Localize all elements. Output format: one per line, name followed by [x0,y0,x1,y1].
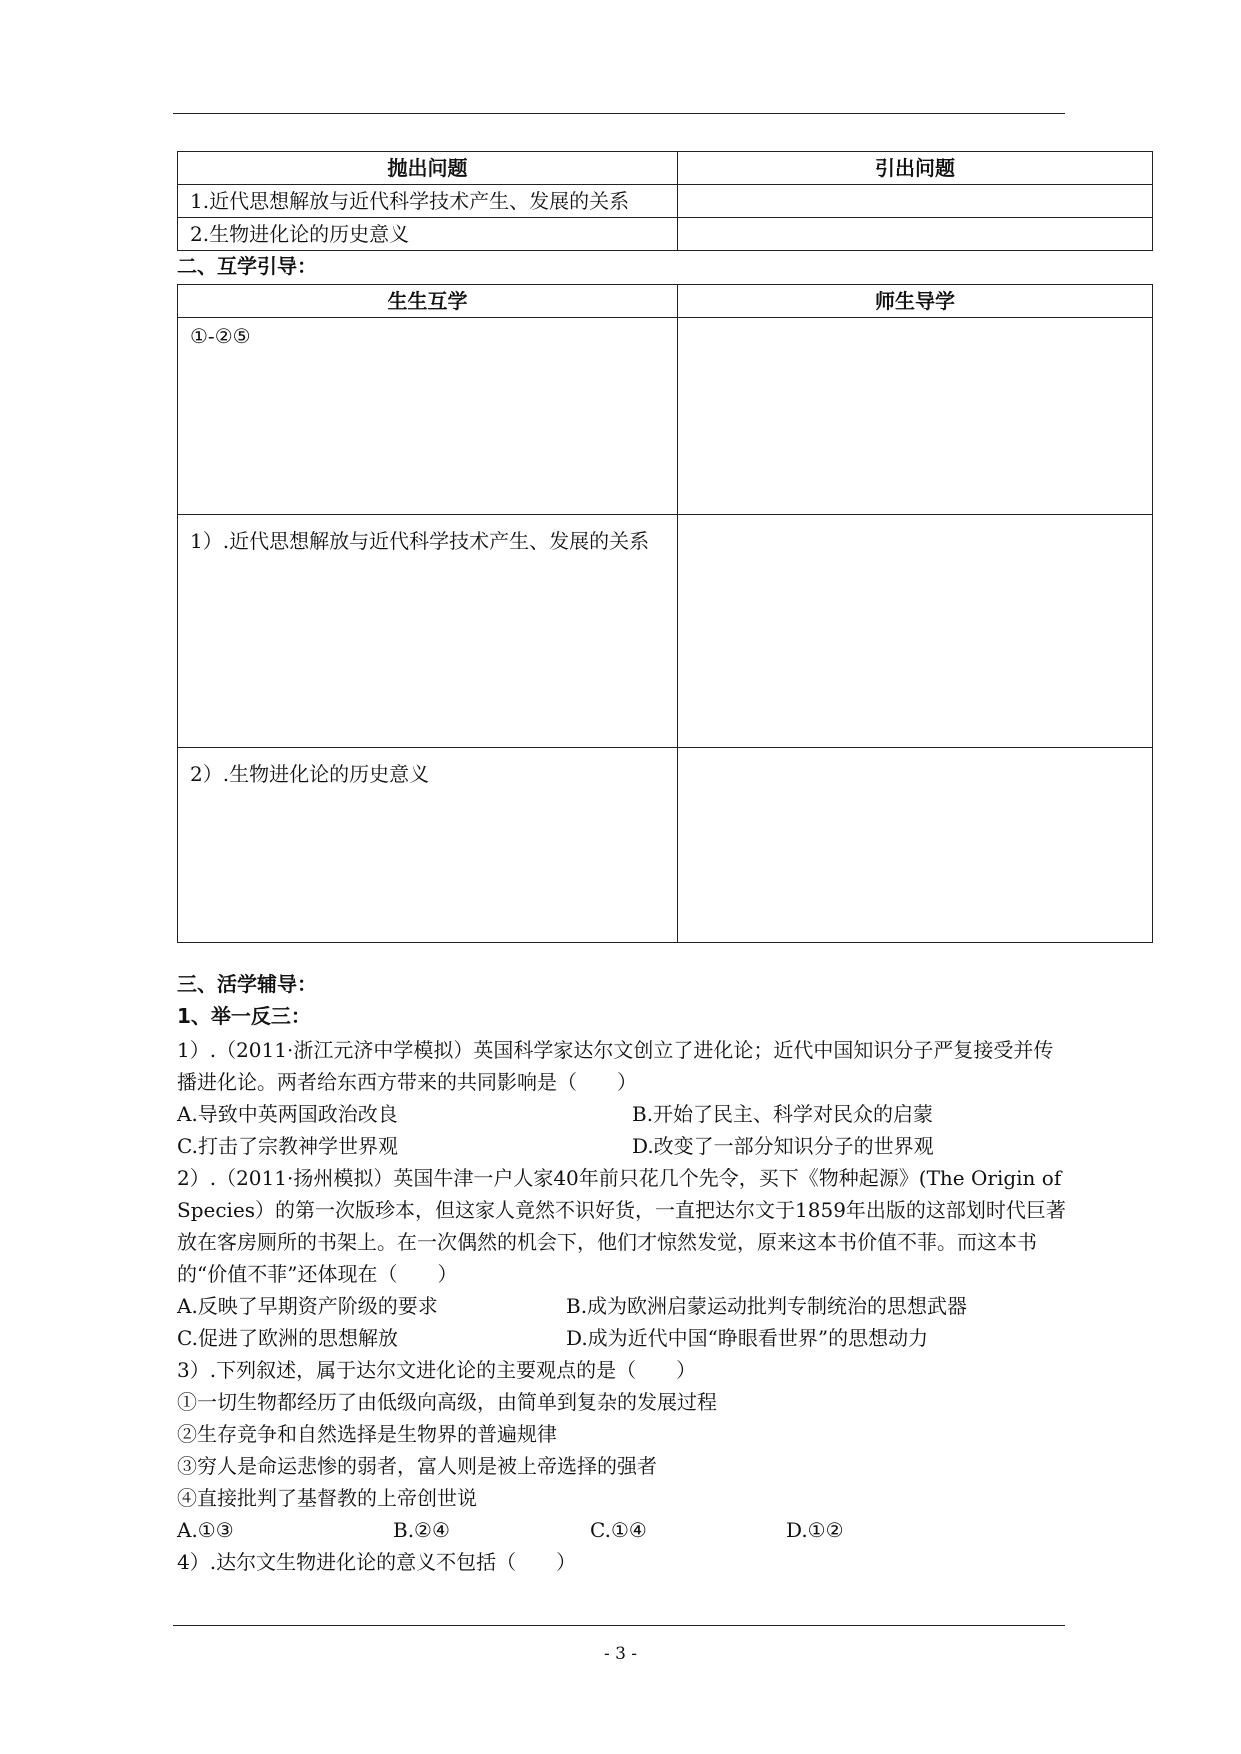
q1-option-d: D.改变了一部分知识分子的世界观 [632,1134,934,1158]
header-rule [173,113,1065,114]
table-cell [678,218,1153,251]
q3-statement: ④直接批判了基督教的上帝创世说 [177,1486,477,1510]
col-header-derived-question: 引出问题 [678,152,1153,185]
table-cell [678,318,1153,515]
col-header-teacher-guidance: 师生导学 [678,285,1153,318]
table-cell: 1）.近代思想解放与近代科学技术产生、发展的关系 [178,515,678,748]
section-title: 二、互学引导： [177,254,317,278]
q2-option-c: C.促进了欧洲的思想解放 [177,1326,398,1350]
q3-statement: ②生存竞争和自然选择是生物界的普遍规律 [177,1422,557,1446]
mutual-learning-table [177,284,1153,943]
table-cell [678,515,1153,748]
question-2-stem: 2）.（2011·扬州模拟）英国牛津一户人家40年前只花几个先令，买下《物种起源》(The Origin of Species）的第一次版珍本，但这家人竟然不识好货，一直把达尔文于1859年出版的这部划时代巨著放在客房厕所的书架上。在一次偶然的机会下，他们才惊然发觉，原来这本书价值不菲。而这本书的“价值不菲”还体现在（ ） [177,1166,1066,1286]
q3-statement: ①一切生物都经历了由低级向高级，由简单到复杂的发展过程 [177,1390,717,1414]
q2-option-a: A.反映了早期资产阶级的要求 [177,1294,438,1318]
q1-option-b: B.开始了民主、科学对民众的启蒙 [632,1102,934,1126]
q3-option-b: B.②④ [393,1518,450,1542]
question-1-stem: 1）.（2011·浙江元济中学模拟）英国科学家达尔文创立了进化论；近代中国知识分子严复接受并传播进化论。两者给东西方带来的共同影响是（ ） [177,1038,1054,1094]
table-cell [678,748,1153,943]
q2-option-d: D.成为近代中国“睁眼看世界”的思想动力 [566,1326,929,1350]
q1-option-c: C.打击了宗教神学世界观 [177,1134,398,1158]
q1-option-a: A.导致中英两国政治改良 [177,1102,398,1126]
question-3-stem: 3）.下列叙述，属于达尔文进化论的主要观点的是（ ） [177,1358,697,1382]
col-header-throw-question: 抛出问题 [178,152,678,185]
question-4-stem: 4）.达尔文生物进化论的意义不包括（ ） [177,1550,577,1574]
q3-option-a: A.①③ [177,1518,234,1542]
subsection-title: 1、举一反三： [177,1004,311,1028]
q3-option-d: D.①② [786,1518,844,1542]
page-number: - 3 - [603,1644,638,1664]
footer-rule [173,1625,1065,1626]
table-cell: 2）.生物进化论的历史意义 [178,748,678,943]
q3-option-c: C.①④ [590,1518,647,1542]
table-cell: ①-②⑤ [178,318,678,515]
section-title: 三、活学辅导： [177,972,317,996]
table-cell [678,185,1153,218]
col-header-peer-learning: 生生互学 [178,285,678,318]
q3-statement: ③穷人是命运悲惨的弱者，富人则是被上帝选择的强者 [177,1454,657,1478]
table-cell: 1.近代思想解放与近代科学技术产生、发展的关系 [178,185,678,218]
q2-option-b: B.成为欧洲启蒙运动批判专制统治的思想武器 [566,1294,968,1318]
question-table [177,151,1153,251]
table-cell: 2.生物进化论的历史意义 [178,218,678,251]
